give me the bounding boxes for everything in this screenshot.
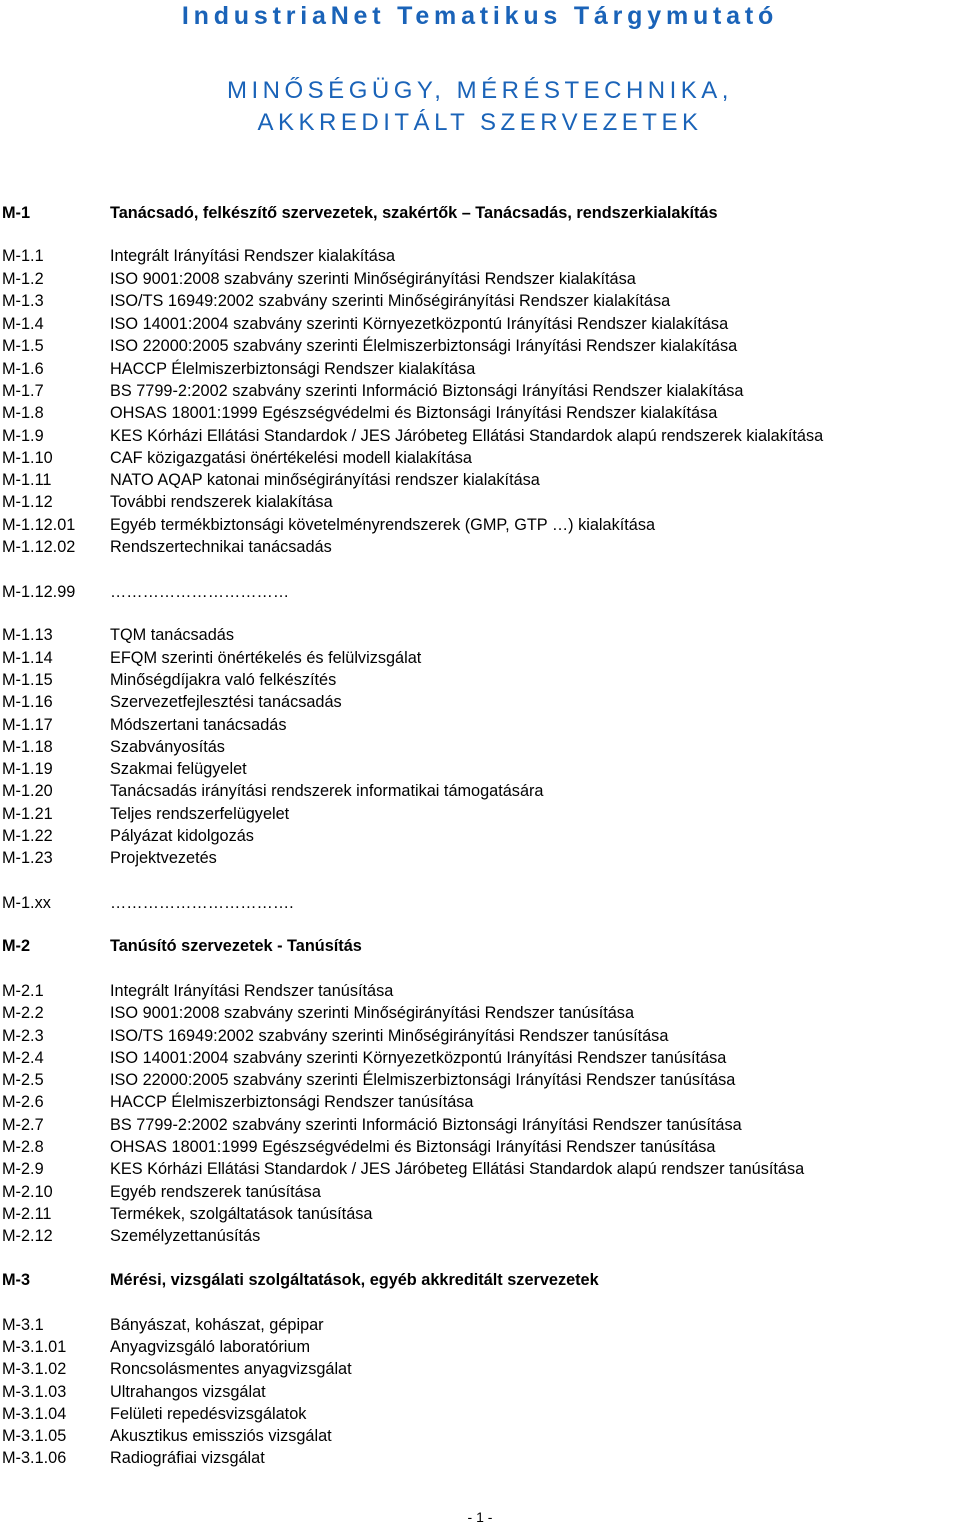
index-entry xyxy=(2,425,960,447)
entry-code: M-2.6 xyxy=(2,1093,44,1111)
entry-label: Szakmai felügyelet xyxy=(110,760,247,778)
index-entry xyxy=(2,1181,960,1203)
entry-label: ISO 22000:2005 szabvány szerinti Élelmiszerbiztonsági Irányítási Rendszer tanúsítása xyxy=(110,1071,736,1089)
entry-code: M-1.xx xyxy=(2,894,51,912)
entry-code: M-1.1 xyxy=(2,247,44,265)
entry-label: …………………………… xyxy=(110,583,290,601)
index-entry xyxy=(2,290,960,312)
entry-label: OHSAS 18001:1999 Egészségvédelmi és Biztonsági Irányítási Rendszer tanúsítása xyxy=(110,1138,716,1156)
entry-code: M-1.12.02 xyxy=(2,538,76,556)
index-entry xyxy=(2,380,960,402)
entry-code: M-1.16 xyxy=(2,693,53,711)
index-entry xyxy=(2,402,960,424)
index-entry xyxy=(2,1425,960,1447)
entry-code: M-2.11 xyxy=(2,1205,52,1223)
entry-label: NATO AQAP katonai minőségirányítási rendszer kialakítása xyxy=(110,471,540,489)
entry-label: További rendszerek kialakítása xyxy=(110,493,333,511)
entry-code: M-2.4 xyxy=(2,1049,44,1067)
entry-label: Termékek, szolgáltatások tanúsítása xyxy=(110,1205,373,1223)
entry-label: Tanácsadó, felkészítő szervezetek, szakértők – Tanácsadás, rendszerkialakítás xyxy=(110,204,718,222)
entry-label: Roncsolásmentes anyagvizsgálat xyxy=(110,1360,352,1378)
section-heading xyxy=(2,202,960,224)
entry-code: M-3.1.05 xyxy=(2,1427,67,1445)
entry-label: ISO 14001:2004 szabvány szerinti Környezetközpontú Irányítási Rendszer tanúsítása xyxy=(110,1049,727,1067)
entry-code: M-2 xyxy=(2,937,31,955)
index-entry xyxy=(2,825,960,847)
entry-code: M-1.12.01 xyxy=(2,516,76,534)
index-entry xyxy=(2,780,960,802)
index-entry xyxy=(2,335,960,357)
entry-code: M-1.20 xyxy=(2,782,53,800)
index-entry xyxy=(2,514,960,536)
entry-code: M-1.7 xyxy=(2,382,44,400)
entry-code: M-2.2 xyxy=(2,1004,44,1022)
entry-code: M-3.1.06 xyxy=(2,1449,67,1467)
entry-label: Mérési, vizsgálati szolgáltatások, egyéb akkreditált szervezetek xyxy=(110,1271,599,1289)
entry-code: M-1.14 xyxy=(2,649,53,667)
index-entry xyxy=(2,1069,960,1091)
entry-label: Rendszertechnikai tanácsadás xyxy=(110,538,332,556)
index-entry xyxy=(2,491,960,513)
entry-code: M-1.11 xyxy=(2,471,52,489)
entry-label: Integrált Irányítási Rendszer tanúsítása xyxy=(110,982,394,1000)
entry-label: BS 7799-2:2002 szabvány szerinti Információ Biztonsági Irányítási Rendszer kialakítása xyxy=(110,382,744,400)
entry-label: HACCP Élelmiszerbiztonsági Rendszer kialakítása xyxy=(110,360,476,378)
entry-code: M-1.12.99 xyxy=(2,583,76,601)
entry-code: M-2.8 xyxy=(2,1138,44,1156)
entry-label: ……………………………. xyxy=(110,894,294,912)
entry-code: M-1.12 xyxy=(2,493,53,511)
index-entry xyxy=(2,1314,960,1336)
entry-code: M-2.12 xyxy=(2,1227,53,1245)
entry-label: BS 7799-2:2002 szabvány szerinti Információ Biztonsági Irányítási Rendszer tanúsítása xyxy=(110,1116,742,1134)
entry-label: ISO 22000:2005 szabvány szerinti Élelmiszerbiztonsági Irányítási Rendszer kialakítása xyxy=(110,337,738,355)
entry-code: M-3.1.04 xyxy=(2,1405,67,1423)
entry-label: TQM tanácsadás xyxy=(110,626,234,644)
entry-code: M-3.1.01 xyxy=(2,1338,67,1356)
entry-label: CAF közigazgatási önértékelési modell kialakítása xyxy=(110,449,472,467)
index-entry xyxy=(2,1403,960,1425)
entry-code: M-1.10 xyxy=(2,449,53,467)
entry-label: Teljes rendszerfelügyelet xyxy=(110,805,290,823)
document-subtitle-line2: AKKREDITÁLT SZERVEZETEK xyxy=(257,109,703,136)
entry-label: Módszertani tanácsadás xyxy=(110,716,287,734)
entry-label: KES Kórházi Ellátási Standardok / JES Járóbeteg Ellátási Standardok alapú rendszerek kialakítása xyxy=(110,427,824,445)
entry-label: Pályázat kidolgozás xyxy=(110,827,254,845)
entry-code: M-2.9 xyxy=(2,1160,44,1178)
index-entry xyxy=(2,691,960,713)
entry-code: M-2.5 xyxy=(2,1071,44,1089)
entry-code: M-2.1 xyxy=(2,982,44,1000)
entry-code: M-3.1 xyxy=(2,1316,44,1334)
index-entry xyxy=(2,803,960,825)
entry-code: M-1.8 xyxy=(2,404,44,422)
index-entry xyxy=(2,647,960,669)
entry-code: M-1.21 xyxy=(2,805,53,823)
entry-code: M-1.18 xyxy=(2,738,53,756)
entry-label: OHSAS 18001:1999 Egészségvédelmi és Biztonsági Irányítási Rendszer kialakítása xyxy=(110,404,718,422)
index-entry xyxy=(2,1447,960,1469)
index-entry xyxy=(2,581,960,603)
entry-label: Tanácsadás irányítási rendszerek informatikai támogatására xyxy=(110,782,544,800)
entry-code: M-1 xyxy=(2,204,31,222)
entry-code: M-1.23 xyxy=(2,849,53,867)
document-title: IndustriaNet Tematikus Tárgymutató xyxy=(181,2,779,30)
entry-label: HACCP Élelmiszerbiztonsági Rendszer tanúsítása xyxy=(110,1093,474,1111)
entry-label: ISO 9001:2008 szabvány szerinti Minőségirányítási Rendszer tanúsítása xyxy=(110,1004,634,1022)
index-entry xyxy=(2,736,960,758)
entry-label: ISO 9001:2008 szabvány szerinti Minőségirányítási Rendszer kialakítása xyxy=(110,270,636,288)
index-entry xyxy=(2,980,960,1002)
entry-code: M-1.3 xyxy=(2,292,44,310)
index-entry xyxy=(2,1381,960,1403)
index-entry xyxy=(2,268,960,290)
entry-code: M-1.9 xyxy=(2,427,44,445)
entry-label: Integrált Irányítási Rendszer kialakítása xyxy=(110,247,396,265)
entry-label: Ultrahangos vizsgálat xyxy=(110,1383,266,1401)
index-entry xyxy=(2,1136,960,1158)
entry-label: EFQM szerinti önértékelés és felülvizsgálat xyxy=(110,649,422,667)
index-entry xyxy=(2,313,960,335)
index-entry xyxy=(2,847,960,869)
entry-code: M-3.1.03 xyxy=(2,1383,67,1401)
section-heading xyxy=(2,935,960,957)
entry-label: Szervezetfejlesztési tanácsadás xyxy=(110,693,342,711)
entry-code: M-1.15 xyxy=(2,671,53,689)
entry-code: M-2.3 xyxy=(2,1027,44,1045)
entry-code: M-1.13 xyxy=(2,626,53,644)
index-entry xyxy=(2,447,960,469)
entry-code: M-1.5 xyxy=(2,337,44,355)
entry-code: M-1.19 xyxy=(2,760,53,778)
index-entry xyxy=(2,245,960,267)
entry-label: ISO 14001:2004 szabvány szerinti Környezetközpontú Irányítási Rendszer kialakítása xyxy=(110,315,729,333)
entry-code: M-2.7 xyxy=(2,1116,44,1134)
entry-label: Minőségdíjakra való felkészítés xyxy=(110,671,337,689)
index-entry xyxy=(2,1025,960,1047)
entry-label: Egyéb rendszerek tanúsítása xyxy=(110,1183,321,1201)
entry-label: Szabványosítás xyxy=(110,738,225,756)
entry-label: Akusztikus emissziós vizsgálat xyxy=(110,1427,332,1445)
index-entry xyxy=(2,1336,960,1358)
entry-code: M-3.1.02 xyxy=(2,1360,67,1378)
entry-code: M-2.10 xyxy=(2,1183,53,1201)
entry-code: M-1.17 xyxy=(2,716,53,734)
index-entry xyxy=(2,1047,960,1069)
index-entry xyxy=(2,669,960,691)
index-entry xyxy=(2,714,960,736)
entry-label: Anyagvizsgáló laboratórium xyxy=(110,1338,311,1356)
index-entry xyxy=(2,1358,960,1380)
entry-label: ISO/TS 16949:2002 szabvány szerinti Minőségirányítási Rendszer kialakítása xyxy=(110,292,671,310)
index-entry xyxy=(2,469,960,491)
entry-code: M-1.4 xyxy=(2,315,44,333)
entry-label: ISO/TS 16949:2002 szabvány szerinti Minőségirányítási Rendszer tanúsítása xyxy=(110,1027,669,1045)
index-entry xyxy=(2,1158,960,1180)
index-entry xyxy=(2,624,960,646)
index-entry xyxy=(2,892,960,914)
entry-label: Radiográfiai vizsgálat xyxy=(110,1449,265,1467)
page-number: - 1 - xyxy=(467,1509,493,1525)
index-entry xyxy=(2,1203,960,1225)
entry-label: Személyzettanúsítás xyxy=(110,1227,261,1245)
entry-code: M-1.22 xyxy=(2,827,53,845)
entry-label: Tanúsító szervezetek - Tanúsítás xyxy=(110,937,362,955)
entry-code: M-1.6 xyxy=(2,360,44,378)
entry-label: KES Kórházi Ellátási Standardok / JES Járóbeteg Ellátási Standardok alapú rendszer tanúsítása xyxy=(110,1160,805,1178)
entry-label: Bányászat, kohászat, gépipar xyxy=(110,1316,324,1334)
section-heading xyxy=(2,1269,960,1291)
index-entry xyxy=(2,1225,960,1247)
index-entry xyxy=(2,1114,960,1136)
entry-code: M-1.2 xyxy=(2,270,44,288)
index-entry xyxy=(2,758,960,780)
entry-label: Projektvezetés xyxy=(110,849,217,867)
index-entry xyxy=(2,358,960,380)
document-subtitle-line1: MINŐSÉGÜGY, MÉRÉSTECHNIKA, xyxy=(227,77,733,104)
index-entry xyxy=(2,1002,960,1024)
entry-code: M-3 xyxy=(2,1271,31,1289)
index-entry xyxy=(2,1091,960,1113)
entry-label: Egyéb termékbiztonsági követelményrendszerek (GMP, GTP …) kialakítása xyxy=(110,516,656,534)
index-entry xyxy=(2,536,960,558)
entry-label: Felületi repedésvizsgálatok xyxy=(110,1405,307,1423)
